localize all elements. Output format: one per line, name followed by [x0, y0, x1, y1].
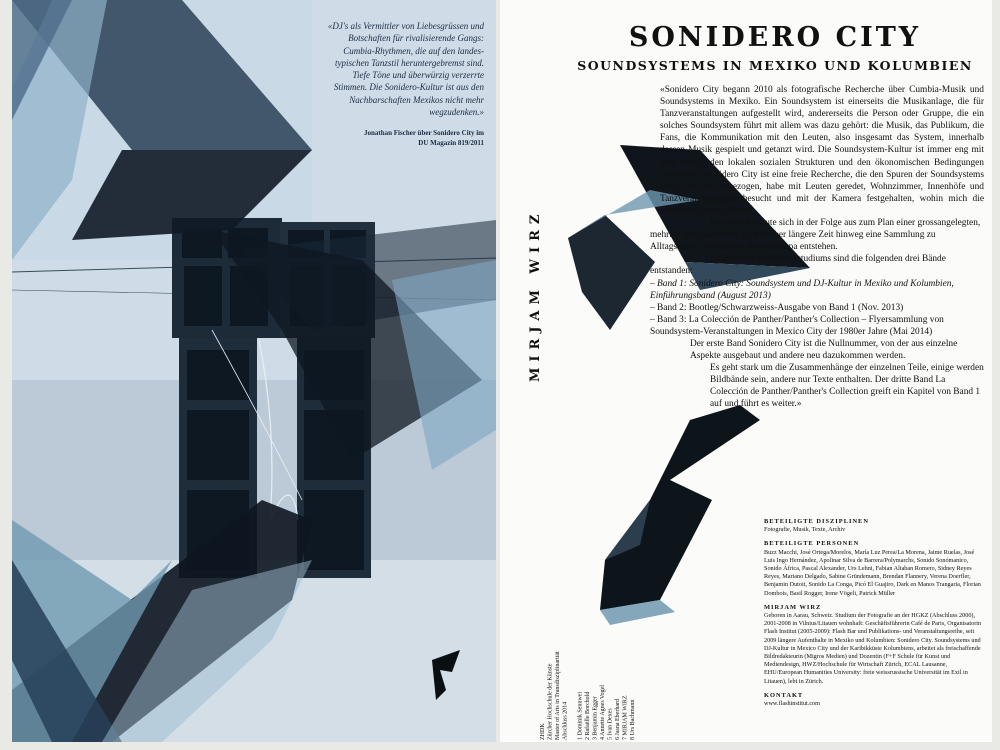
quote-source-line: Jonathan Fischer über Sonidero City im: [364, 129, 484, 137]
colophon-line: ZHDK: [540, 723, 546, 740]
contact-heading: KONTAKT: [764, 691, 804, 699]
persons-text: Buzz Macchi, José Ortega/Morelos, María Luz Perea/La Morena, Jaime Ruelas, José Luis Ingo Hernández, Apolinar Silva de Barrera/Polymarchs, Sonido Sonómanico, Sonido África, Pascal Alexander, Urs Lehni, Fabian Altaban Romero, Sidney Reyes Reyes, Mariano Delgado, Sabine Gründemann, Brendan Flannery, Verena Doerfler, Benjamin Dutoit, Sonido La Conga, Picó El Guajiro, Dark en Manos Trangaria, Florian Dombois, Basil Rogger, Irene Vögeli, Patrick Müller: [764, 548, 981, 597]
colophon-line: 1 Dominik Sennwei: [577, 692, 584, 740]
body-list-item: – Band 3: La Colección de Panther/Panther's Collection – Flyersammlung von Soundsystem-Veranstaltungen in Mexico City der 1980er Jahre (Mai 2014): [650, 314, 944, 337]
colophon-line: 5 Ivan Dexes: [607, 708, 614, 740]
author-name-vertical: MIRJAM WIRZ: [528, 208, 543, 382]
contact-link[interactable]: www.flashinstitut.com: [764, 700, 820, 708]
body-paragraph: Im Rahmen des Masterstudiums sind die folgenden drei Bände entstanden:: [650, 254, 946, 277]
body-text: [650, 84, 984, 411]
colophon-line: 2 Rafaëlle Borchold: [585, 691, 591, 740]
colophon-line: Abschluss 2014: [562, 701, 569, 740]
colophon-line: 6 Jasna Eberhard: [615, 699, 621, 740]
body-list-item: – Band 1: Sonidero City: Soundsystem und DJ-Kultur in Mexiko und Kolumbien, Einführungsband (August 2013): [650, 278, 954, 301]
author-bio: Geboren in Aarau, Schweiz. Studium der Fotografie an der HGKZ (Abschluss 2000), 2001-2008 in Vilnius/Litauen wohnhaft: Geschäftsführerin Café de Paris, Organisatorin Flash Institut (2005-2009): Flash Bar und Publikations- und Veranstaltungsreihe, seit 2009 längere Aufenthalte in Mexiko und Kolumbien: Sonidero City. Soundsystems und DJ-Kultur in Mexico City und der Karibikküste Kolumbiens, arbeitet als freischaffende Bildredakteurin (Migros Medien) und Dozentin (F+F Schule für Kunst und Mediendesign, HWZ/Hochschule für Wirtschaft Zürich, ECAL Lausanne, EHU/European Humanities University: freie weissrussische Universität im Exil in Litauen), lebt in Zürich.: [764, 612, 982, 685]
pull-quote: «DJ's als Vermittler von Liebesgrüssen und Botschaften für rivalisierende Gangs: Cumbia-Rhythmen, die auf den landes-typischen Tanzstil heruntergebremst sind. Tiefe Töne und überwürzig verzerrte Stimmen. Die Sonidero-Kultur ist aus den Nachbarschaften Mexikos nicht mehr wegzudenken.»: [327, 21, 484, 118]
colophon-text: [540, 600, 638, 740]
left-page: [12, 0, 496, 742]
disciplines-text: Fotografie, Musik, Texte, Archiv: [764, 526, 846, 534]
right-page: [500, 0, 992, 742]
body-paragraph: «Sonidero City begann 2010 als fotografische Recherche über Cumbia-Musik und Soundsystems in Mexiko. Ein Soundsystem ist einerseits die Musikanlage, die für Tanzveranstaltungen aufgestellt wird, andererseits die Person oder Gruppe, die ein solches Soundsystem führt mit allem was dazu gehört: die Musik, das Publikum, die Fans, die Kommunikation mit den Leuten, also insgesamt das System, innerhalb dessen Musik gespielt und getanzt wird. Die Soundsystem-Kultur ist immer eng mit dem Alltag, den lokalen sozialen Strukturen und den ökonomischen Bedingungen verbunden. Sonidero City ist eine freie Recherche, die den Spuren der Soundsystems folgt: ich bin losgezogen, habe mit Leuten geredet, Wohnzimmer, Innenhöfe und Tanzveranstaltungen besucht und mit der Kamera festgehalten, wohin mich die einzelnen Spuren führten.: [660, 85, 984, 216]
colophon-line: Zürcher Hochschule der Künste: [547, 663, 554, 740]
colophon-line: 4 Annette Agnes Vogel: [600, 685, 606, 740]
quote-source-line: DU Magazin 819/2011: [418, 139, 484, 147]
body-paragraph: Es geht stark um die Zusammenhänge der einzelnen Teile, einige werden Bildbände sein, andere nur Texte enthalten. Der dritte Band La Colección de Panther/Panther's Collection greift ein Kapitel von Band 1 auf und führt es weiter.»: [710, 363, 984, 410]
colophon-line: 3 Benjamin Egger: [592, 696, 599, 740]
quote-source: [330, 128, 484, 148]
page-title: SONIDERO CITY: [628, 22, 922, 53]
colophon-line: Master of Arts in Transdisziplinarität: [555, 651, 561, 740]
body-list-item: – Band 2: Bootleg/Schwarzweiss-Ausgabe von Band 1 (Nov. 2013): [650, 302, 904, 313]
author-heading: MIRJAM WIRZ: [764, 603, 822, 611]
colophon-line: [570, 600, 578, 740]
body-paragraph: Der erste Band Sonidero City ist die Nullnummer, von der aus einzelne Aspekte ausgebaut und andere neu dazukommen werden.: [690, 338, 958, 362]
colophon-line: 7 MIRJAM WIRZ: [622, 695, 629, 740]
credits-block: [764, 512, 986, 708]
disciplines-heading: BETEILIGTE DISZIPLINEN: [764, 518, 869, 525]
colophon: [540, 600, 670, 740]
body-paragraph: Das Projekt baute sich in der Folge aus zum Plan einer grossangelegten, mehrteiligen Buchserie. Es soll über längere Zeit hinweg eine Sammlung zu Alltagskultur, Musik und Aussereuropa entstehen.: [650, 218, 981, 253]
persons-heading: BETEILIGTE PERSONEN: [764, 540, 860, 548]
page-subtitle: SOUNDSYSTEMS IN MEXIKO UND KOLUMBIEN: [577, 58, 973, 73]
colophon-line: 8 Urs Bachmann: [630, 699, 636, 740]
